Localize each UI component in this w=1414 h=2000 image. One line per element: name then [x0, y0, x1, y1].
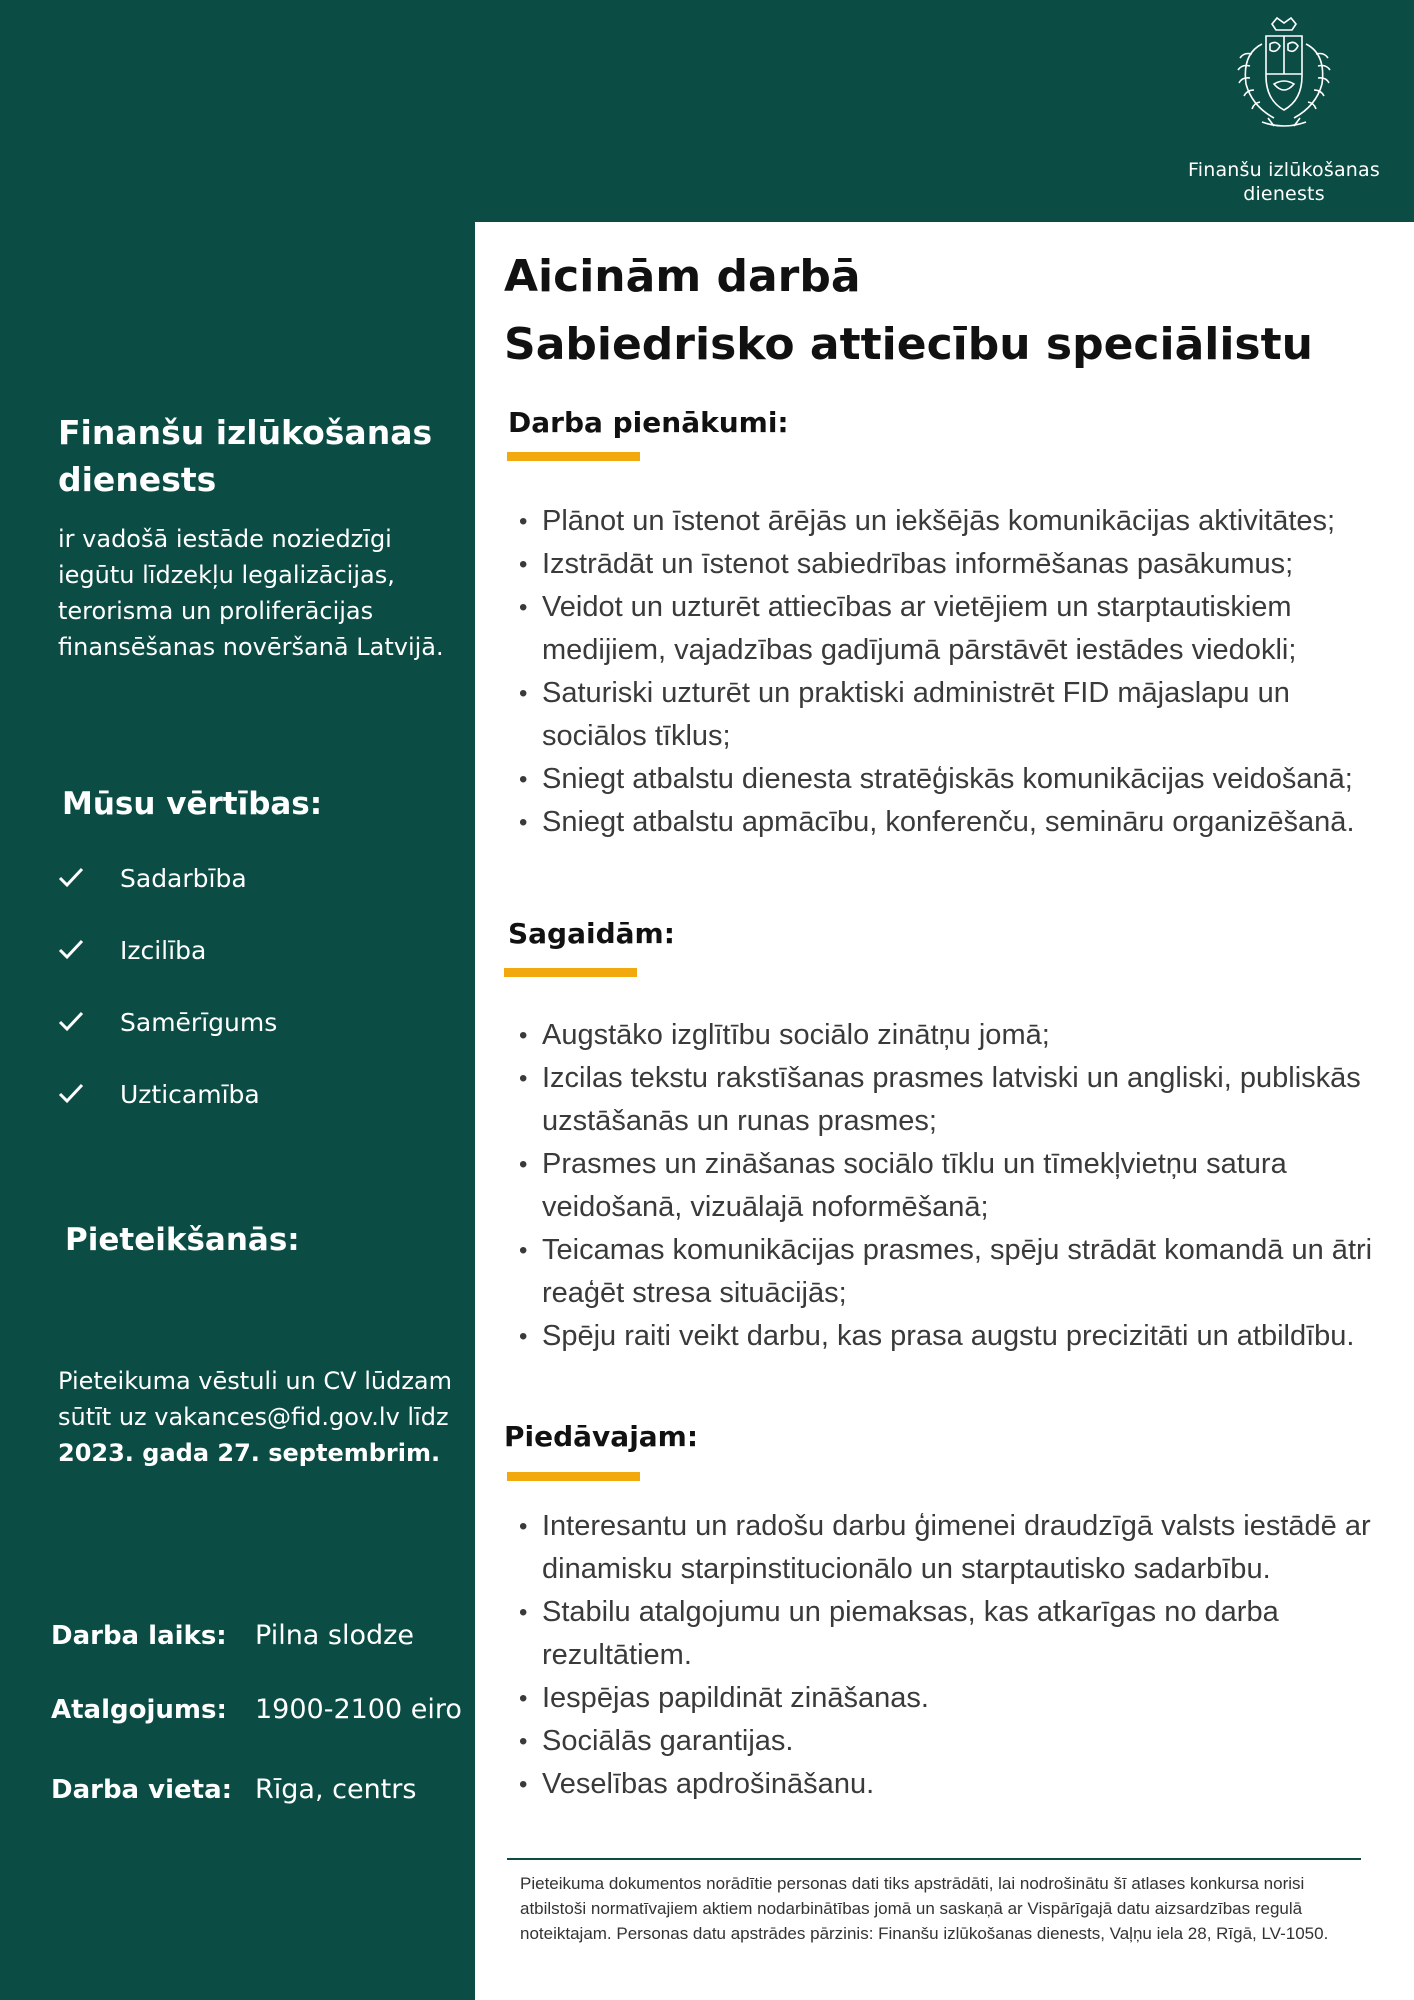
offer-list — [519, 1505, 1399, 1806]
value-item — [56, 863, 277, 935]
list-item: • Sociālās garantijas. — [519, 1720, 1399, 1763]
info-salary — [51, 1694, 462, 1725]
info-value: Rīga, centrs — [255, 1774, 417, 1805]
list-item: • Saturiski uzturēt un praktiski administrēt FID mājaslapu un sociālos tīklus; — [519, 672, 1399, 758]
values-title: Mūsu vērtības: — [62, 786, 323, 822]
list-item: • Izcilas tekstu rakstīšanas prasmes latviski un angliski, publiskās uzstāšanās un runas prasmes; — [519, 1057, 1399, 1143]
checkmark-icon — [56, 863, 86, 893]
apply-deadline: 2023. gada 27. septembrim. — [58, 1439, 441, 1467]
sidebar — [0, 0, 475, 2000]
info-label: Atalgojums: — [51, 1695, 227, 1725]
list-item: • Prasmes un zināšanas sociālo tīklu un tīmekļvietņu satura veidošanā, vizuālajā noformēšanā; — [519, 1143, 1399, 1229]
page-title — [504, 243, 1384, 379]
section-heading-duties: Darba pienākumi: — [508, 406, 789, 439]
title-line-1: Aicinām darbā — [504, 251, 861, 302]
apply-title: Pieteikšanās: — [65, 1222, 300, 1258]
list-item: • Plānot un īstenot ārējās un iekšējās komunikācijas aktivitātes; — [519, 500, 1399, 543]
footnote-divider — [507, 1858, 1361, 1860]
apply-instructions: Pieteikuma vēstuli un CV lūdzam sūtīt uz vakances@fid.gov.lv līdz — [58, 1367, 453, 1431]
checkmark-icon — [56, 1007, 86, 1037]
list-item: • Izstrādāt un īstenot sabiedrības informēšanas pasākumus; — [519, 543, 1399, 586]
list-item: • Spēju raiti veikt darbu, kas prasa augstu precizitāti un atbildību. — [519, 1315, 1399, 1358]
value-label: Uzticamība — [120, 1080, 260, 1109]
value-item — [56, 1007, 277, 1079]
info-label: Darba laiks: — [51, 1621, 227, 1651]
section-underline — [504, 968, 637, 977]
list-item: • Stabilu atalgojumu un piemaksas, kas atkarīgas no darba rezultātiem. — [519, 1591, 1399, 1677]
info-value: Pilna slodze — [255, 1620, 414, 1651]
requirements-list — [519, 1014, 1399, 1358]
list-item: • Veselības apdrošināšanu. — [519, 1763, 1399, 1806]
section-heading-offer: Piedāvajam: — [504, 1420, 699, 1453]
content-panel — [475, 222, 1414, 2000]
value-label: Samērīgums — [120, 1008, 278, 1037]
value-label: Izcilība — [120, 936, 207, 965]
value-item — [56, 935, 277, 1007]
values-list — [56, 863, 277, 1151]
duties-list — [519, 500, 1399, 844]
coat-of-arms-icon — [1222, 14, 1346, 138]
section-underline — [507, 1472, 640, 1481]
checkmark-icon — [56, 935, 86, 965]
list-item: • Veidot un uzturēt attiecības ar vietējiem un starptautiskiem medijiem, vajadzības gadījumā pārstāvēt iestādes viedokli; — [519, 586, 1399, 672]
org-title: Finanšu izlūkošanas dienests — [58, 413, 433, 499]
org-description: ir vadošā iestāde noziedzīgi iegūtu līdzekļu legalizācijas, terorisma un proliferācijas finansēšanas novēršanā Latvijā. — [58, 525, 444, 661]
section-heading-requirements: Sagaidām: — [508, 917, 675, 950]
list-item: • Interesantu un radošu darbu ģimenei draudzīgā valsts iestādē ar dinamisku starpinstitucionālo un starptautisko sadarbību. — [519, 1505, 1399, 1591]
privacy-footnote: Pieteikuma dokumentos norādītie personas dati tiks apstrādāti, lai nodrošinātu šī atlases konkursa norisi atbilstoši normatīvajiem aktiem nodarbinātības jomā un saskaņā ar Vispārīgajā datu aizsardzības regulā noteiktajam. Personas datu apstrādes pārzinis: Finanšu izlūkošanas dienests, Vaļņu iela 28, Rīgā, LV-1050. — [520, 1874, 1329, 1943]
logo-text: Finanšu izlūkošanas dienests — [1188, 159, 1380, 205]
info-work-time — [51, 1620, 414, 1651]
list-item: • Sniegt atbalstu apmācību, konferenču, semināru organizēšanā. — [519, 801, 1399, 844]
info-value: 1900-2100 eiro — [255, 1694, 462, 1725]
title-line-2: Sabiedrisko attiecību speciālistu — [504, 319, 1313, 370]
checkmark-icon — [56, 1079, 86, 1109]
list-item: • Sniegt atbalstu dienesta stratēģiskās komunikācijas veidošanā; — [519, 758, 1399, 801]
list-item: • Augstāko izglītību sociālo zinātņu jomā; — [519, 1014, 1399, 1057]
value-label: Sadarbība — [120, 864, 247, 893]
list-item: • Teicamas komunikācijas prasmes, spēju strādāt komandā un ātri reaģēt stresa situācijās; — [519, 1229, 1399, 1315]
list-item: • Iespējas papildināt zināšanas. — [519, 1677, 1399, 1720]
section-underline — [507, 452, 640, 461]
info-location — [51, 1774, 416, 1805]
org-logo — [1184, 14, 1384, 206]
info-label: Darba vieta: — [51, 1775, 233, 1805]
value-item — [56, 1079, 277, 1151]
apply-text — [58, 1363, 458, 1471]
